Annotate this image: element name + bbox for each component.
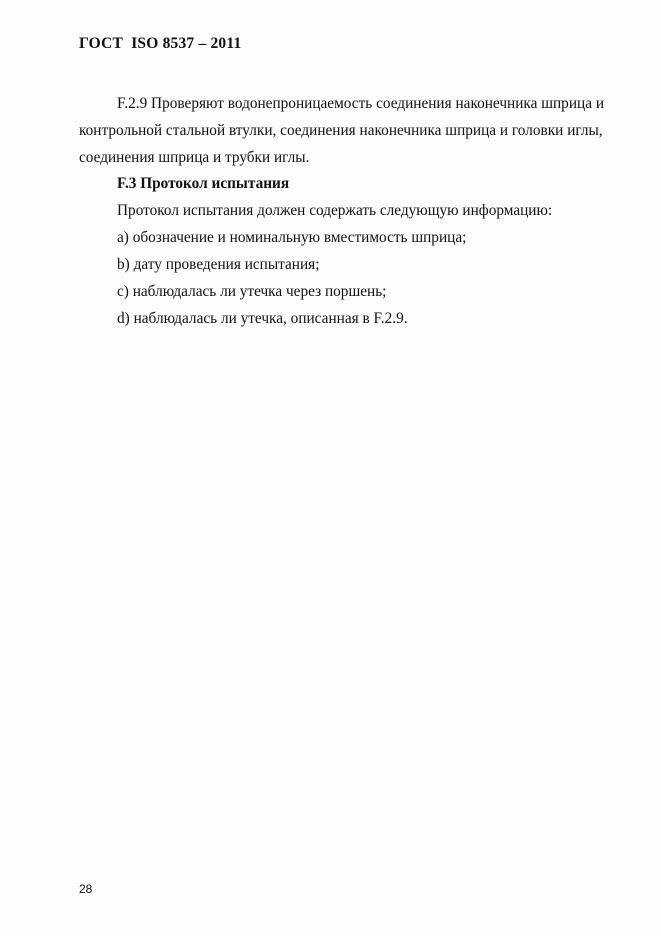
list-item: b) дату проведения испытания; [117, 256, 320, 273]
section-heading: F.3 Протокол испытания [117, 175, 290, 192]
document-header: ГОСТ ISO 8537 – 2011 [79, 35, 242, 52]
section-intro: Протокол испытания должен содержать следующую информацию: [117, 202, 553, 219]
paragraph-line: F.2.9 Проверяют водонепроницаемость соединения наконечника шприца и [117, 95, 605, 112]
list-item: a) обозначение и номинальную вместимость шприца; [117, 229, 467, 246]
list-item: c) наблюдалась ли утечка через поршень; [117, 283, 387, 300]
list-item: d) наблюдалась ли утечка, описанная в F.2.9. [117, 310, 408, 327]
paragraph-line: соединения шприца и трубки иглы. [79, 149, 310, 166]
page-number: 28 [79, 882, 93, 896]
paragraph-line: контрольной стальной втулки, соединения наконечника шприца и головки иглы, [79, 122, 603, 139]
